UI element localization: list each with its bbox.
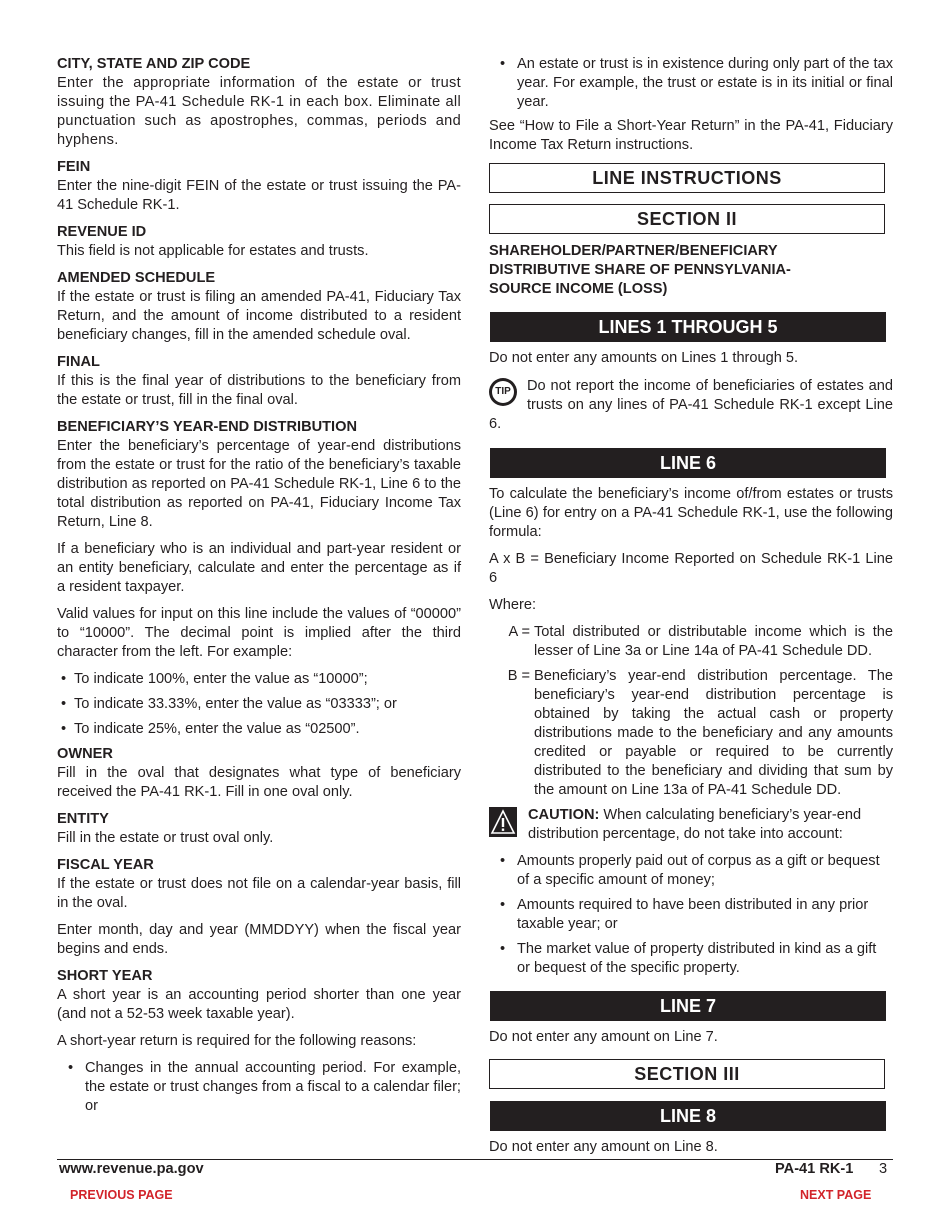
revenue-id-text: This field is not applicable for estates and trusts. [57, 243, 369, 259]
short-year-p1: A short year is an accounting period shorter than one year (and not a 52-53 week taxable year). [57, 987, 461, 1022]
final-heading: FINAL [57, 354, 100, 370]
line-6-where: Where: [489, 597, 537, 613]
year-end-heading: BENEFICIARY’S YEAR-END DISTRIBUTION [57, 419, 358, 435]
year-end-p3: Valid values for input on this line include the values of “00000” to “10000”. The decimal point is implied after the third character from the left. For example: [57, 606, 461, 660]
city-text: Enter the appropriate information of the estate or trust issuing the PA-41 Schedule RK-1 in each box. Eliminate all punctuation such as apostrophes, commas, periods and hyphens. [57, 75, 461, 148]
owner-heading: OWNER [57, 746, 113, 762]
left-column [57, 52, 461, 1122]
entity-text: Fill in the estate or trust oval only. [57, 830, 274, 846]
line-8-heading: LINE 8 [490, 1101, 886, 1131]
definition-a: A = Total distributed or distributable income which is the lesser of Line 3a or Line 14a of PA-41 Schedule DD. [508, 624, 893, 659]
list-item: • To indicate 100%, enter the value as “10000”; [57, 670, 461, 689]
fein-text: Enter the nine-digit FEIN of the estate or trust issuing the PA-41 Schedule RK-1. [57, 178, 461, 213]
city-heading: CITY, STATE AND ZIP CODE [57, 56, 251, 72]
footer-website: www.revenue.pa.gov [59, 1161, 204, 1177]
footer-page-number: 3 [879, 1161, 888, 1177]
caution-icon [489, 807, 517, 837]
final-text: If this is the final year of distributions to the beneficiary from the estate or trust, fill in the final oval. [57, 373, 461, 408]
year-end-p1: Enter the beneficiary’s percentage of year-end distributions from the estate or trust for the ratio of the beneficiary’s taxable distribution as reported on PA-41 Schedule RK-1, Line 6 to the total distribution as reported on PA-41, Fiduciary Income Tax Return, Line 8. [57, 438, 461, 530]
caution-note [489, 806, 893, 844]
caution-label: CAUTION: [528, 807, 600, 823]
line-6-formula: A x B = Beneficiary Income Reported on Schedule RK-1 Line 6 [489, 551, 893, 586]
line-6-definitions [489, 623, 893, 800]
tip-icon: TIP [489, 378, 517, 406]
year-end-p2: If a beneficiary who is an individual and part-year resident or an entity beneficiary, calculate and enter the percentage as if a resident taxpayer. [57, 541, 461, 595]
lines-1-5-text: Do not enter any amounts on Lines 1 through 5. [489, 350, 799, 366]
fein-heading: FEIN [57, 159, 91, 175]
short-year-reasons [57, 1059, 461, 1116]
amended-heading: AMENDED SCHEDULE [57, 270, 216, 286]
owner-text: Fill in the oval that designates what type of beneficiary received the PA-41 RK-1. Fill in one oval only. [57, 765, 461, 800]
list-item: • To indicate 25%, enter the value as “02500”. [57, 720, 461, 739]
section-3-heading: SECTION III [489, 1059, 885, 1089]
next-page-link[interactable]: NEXT PAGE [800, 1188, 872, 1202]
tip-note [489, 377, 893, 434]
amended-text: If the estate or trust is filing an amended PA-41, Fiduciary Tax Return, and the amount of income distributed to a resident beneficiary changes, fill in the amended schedule oval. [57, 289, 461, 343]
line-7-heading: LINE 7 [490, 991, 886, 1021]
line-instructions-heading: LINE INSTRUCTIONS [489, 163, 885, 193]
short-year-p2: A short-year return is required for the following reasons: [57, 1033, 417, 1049]
fiscal-heading: FISCAL YEAR [57, 857, 154, 873]
section-2-heading: SECTION II [489, 204, 885, 234]
previous-page-link[interactable]: PREVIOUS PAGE [70, 1188, 173, 1202]
entity-heading: ENTITY [57, 811, 109, 827]
year-end-examples [57, 670, 461, 739]
fiscal-p2: Enter month, day and year (MMDDYY) when the fiscal year begins and ends. [57, 922, 461, 957]
footer-divider [57, 1159, 893, 1160]
list-item: • Amounts required to have been distributed in any prior taxable year; or [489, 896, 893, 934]
line-8-text: Do not enter any amount on Line 8. [489, 1139, 718, 1155]
revenue-id-heading: REVENUE ID [57, 224, 147, 240]
definition-b: B = Beneficiary’s year-end distribution percentage. The beneficiary’s year-end distribution percentage is obtained by taking the actual cash or property distributions made to the beneficiary and any amounts credited or payable or required to be currently distributed to the beneficiary and dividing that sum by the amount on Line 13a of PA-41 Schedule DD. [507, 668, 893, 798]
caution-list [489, 852, 893, 978]
list-item: • An estate or trust is in existence during only part of the tax year. For example, the trust or estate is in its initial or final year. [489, 55, 893, 112]
list-item: • Amounts properly paid out of corpus as a gift or bequest of a specific amount of money; [489, 852, 893, 890]
line-6-p1: To calculate the beneficiary’s income of/from estates or trusts (Line 6) for entry on a PA-41 Schedule RK-1, use the following formula: [489, 486, 893, 540]
line-7-text: Do not enter any amount on Line 7. [489, 1029, 718, 1045]
short-year-reasons-cont [489, 55, 893, 112]
right-column [489, 52, 893, 1157]
section-2-subheading: SHAREHOLDER/PARTNER/BENEFICIARY DISTRIBUTIVE SHARE OF PENNSYLVANIA-SOURCE INCOME (LOSS) [489, 243, 791, 297]
footer-form-name: PA-41 RK-1 [775, 1161, 854, 1177]
line-6-heading: LINE 6 [490, 448, 886, 478]
lines-1-5-heading: LINES 1 THROUGH 5 [490, 312, 886, 342]
short-year-heading: SHORT YEAR [57, 968, 153, 984]
tip-text: Do not report the income of beneficiaries of estates and trusts on any lines of PA-41 Schedule RK-1 except Line 6. [489, 378, 893, 432]
list-item: • To indicate 33.33%, enter the value as “03333”; or [57, 695, 461, 714]
list-item: • Changes in the annual accounting period. For example, the estate or trust changes from a fiscal to a calendar filer; or [57, 1059, 461, 1116]
see-short-year-text: See “How to File a Short-Year Return” in the PA-41, Fiduciary Income Tax Return instructions. [489, 118, 893, 153]
caution-text: When calculating beneficiary’s year-end distribution percentage, do not take into account: [528, 807, 862, 842]
list-item: • The market value of property distributed in kind as a gift or bequest of the specific property. [489, 940, 893, 978]
fiscal-p1: If the estate or trust does not file on a calendar-year basis, fill in the oval. [57, 876, 461, 911]
